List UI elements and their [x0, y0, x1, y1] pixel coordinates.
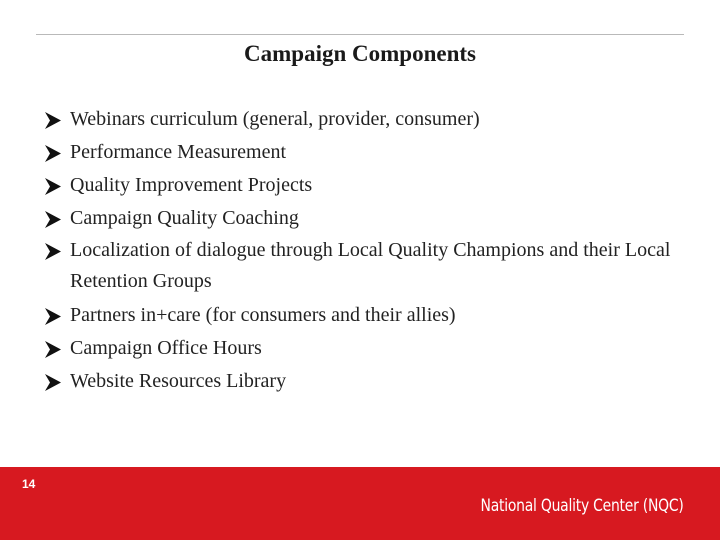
bullet-text: Website Resources Library: [70, 370, 287, 392]
bullet-text: Campaign Office Hours: [70, 337, 262, 359]
slide-title: Campaign Components: [244, 41, 476, 66]
bullet-text: Performance Measurement: [70, 141, 287, 163]
bullet-text: Campaign Quality Coaching: [70, 207, 299, 229]
arrowhead-bullet-icon: [44, 112, 61, 129]
bullet-item: [44, 365, 674, 398]
arrowhead-bullet-icon: [44, 178, 61, 195]
arrowhead-bullet-icon: [44, 374, 61, 391]
bullet-item: [44, 169, 674, 202]
bullet-item: [44, 332, 674, 365]
bullet-item: [44, 235, 674, 297]
arrowhead-bullet-icon: [44, 211, 61, 228]
page-number: 14: [22, 477, 36, 491]
arrowhead-bullet-icon: [44, 341, 61, 358]
bullet-list: [44, 103, 674, 398]
bullet-item: [44, 299, 674, 332]
title-divider: [36, 34, 684, 35]
bullet-item: [44, 103, 674, 136]
bullet-text: Quality Improvement Projects: [70, 174, 313, 196]
bullet-text: Partners in+care (for consumers and their allies): [70, 304, 456, 326]
bullet-text: Localization of dialogue through Local Quality Champions and their Local Retention Groups: [70, 239, 671, 292]
bullet-item: [44, 136, 674, 169]
bullet-text: Webinars curriculum (general, provider, consumer): [70, 108, 480, 130]
organization-name: National Quality Center (NQC): [481, 496, 684, 516]
arrowhead-bullet-icon: [44, 308, 61, 325]
arrowhead-bullet-icon: [44, 243, 61, 260]
bullet-item: [44, 202, 674, 235]
arrowhead-bullet-icon: [44, 145, 61, 162]
